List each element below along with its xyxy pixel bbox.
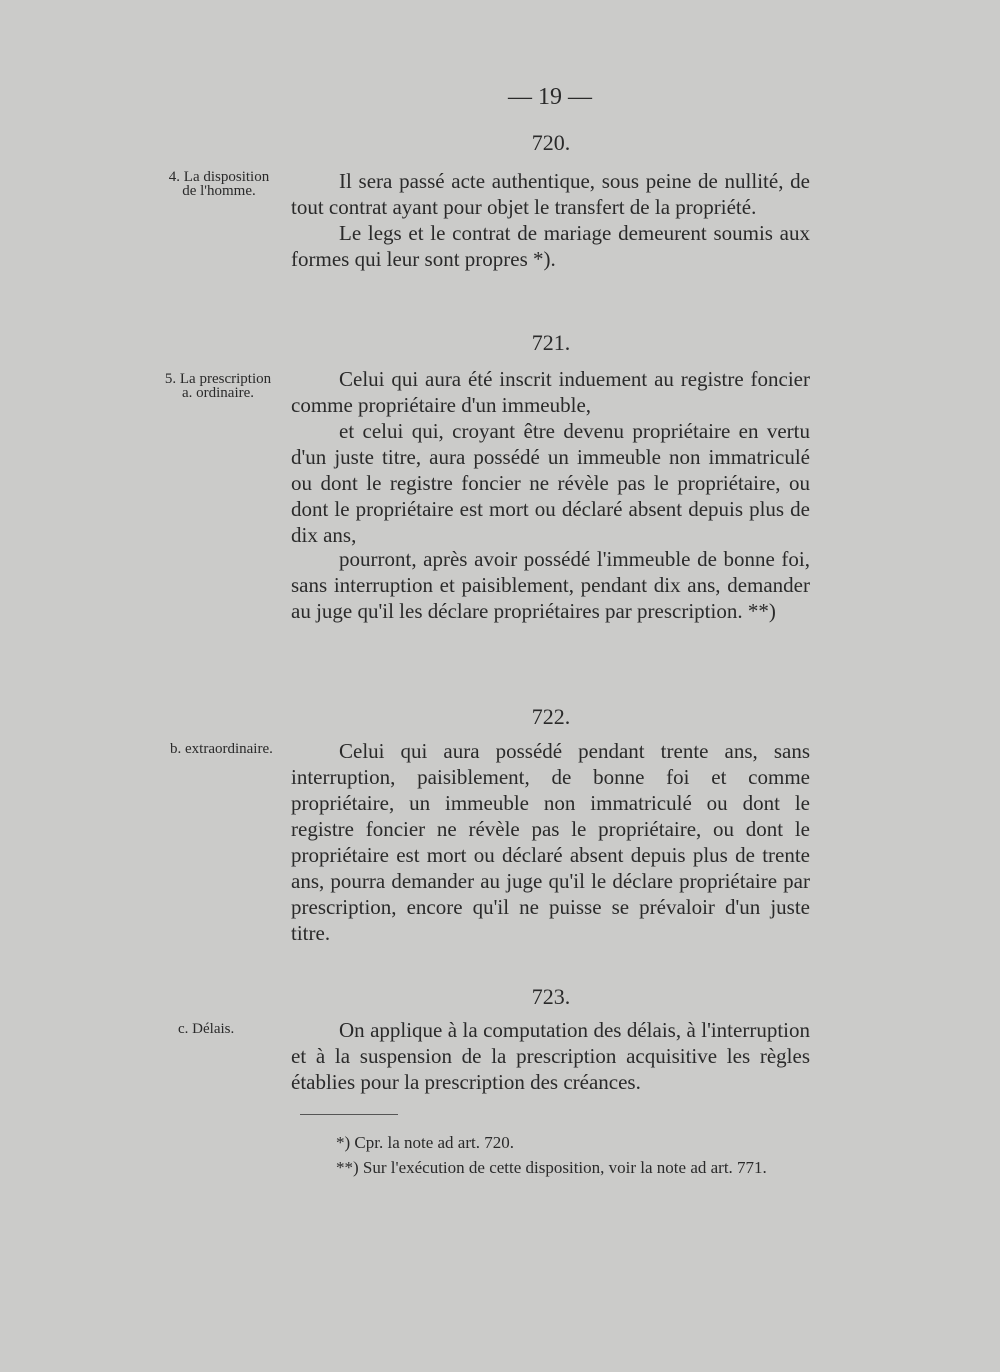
article-722-paragraph-1: Celui qui aura possédé pendant trente ans, sans interruption, paisiblement, de bonne foi et comme propriétaire, un immeuble non immatriculé ou dont le registre foncier ne révèle pas le propriétaire, ou dont le propriétaire est mort ou déclaré absent depuis plus de trente ans, pourra demander au juge qu'il le déclare propriétaire par prescription, encore qu'il ne puisse se prévaloir d'un juste titre. (291, 739, 810, 945)
article-721-paragraph-3: pourront, après avoir possédé l'immeuble de bonne foi, sans interruption et paisiblement, pendant dix ans, demander au juge qu'il les déclare propriétaires par prescription. **) (291, 547, 810, 623)
article-723-paragraph-1: On applique à la computation des délais, à l'interruption et à la suspension de la prescription acquisitive les règles établies pour la prescription des créances. (291, 1018, 810, 1094)
margin-note-723 (178, 1022, 258, 1036)
footnote-rule (300, 1114, 398, 1115)
article-721-paragraph-1: Celui qui aura été inscrit induement au registre foncier comme propriétaire d'un immeuble, (291, 367, 810, 417)
article-720-paragraph-1: Il sera passé acte authentique, sous peine de nullité, de tout contrat ayant pour objet le transfert de la propriété. (291, 169, 810, 219)
margin-note-720 (162, 170, 276, 198)
article-722-number: 722. (531, 704, 571, 729)
footnote-1: *) Cpr. la note ad art. 720. (336, 1133, 514, 1152)
article-721-number: 721. (531, 330, 571, 355)
article-720-number: 720. (531, 130, 571, 155)
margin-note-line: c. Délais. (178, 1021, 235, 1037)
footnotes (296, 1130, 812, 1180)
margin-note-721 (158, 372, 278, 400)
margin-note-line: 5. La prescription (164, 371, 272, 387)
margin-note-line: de l'homme. (182, 183, 256, 199)
article-723-number: 723. (531, 984, 571, 1009)
footnote-2: **) Sur l'exécution de cette disposition, voir la note ad art. 771. (336, 1158, 767, 1177)
margin-note-line: b. extraordinaire. (170, 741, 273, 757)
margin-note-line: a. ordinaire. (181, 385, 255, 401)
article-720-paragraph-2: Le legs et le contrat de mariage demeurent soumis aux formes qui leur sont propres *). (291, 221, 810, 271)
margin-note-722 (170, 742, 290, 756)
article-721-paragraph-2: et celui qui, croyant être devenu propriétaire en vertu d'un juste titre, aura possédé un immeuble non immatriculé ou dont le registre foncier ne révèle pas le propriétaire, ou dont le propriétaire est mort ou déclaré absent depuis plus de dix ans, (291, 419, 810, 547)
margin-note-line: 4. La disposition (168, 169, 270, 185)
page-number: — 19 — (508, 84, 592, 110)
